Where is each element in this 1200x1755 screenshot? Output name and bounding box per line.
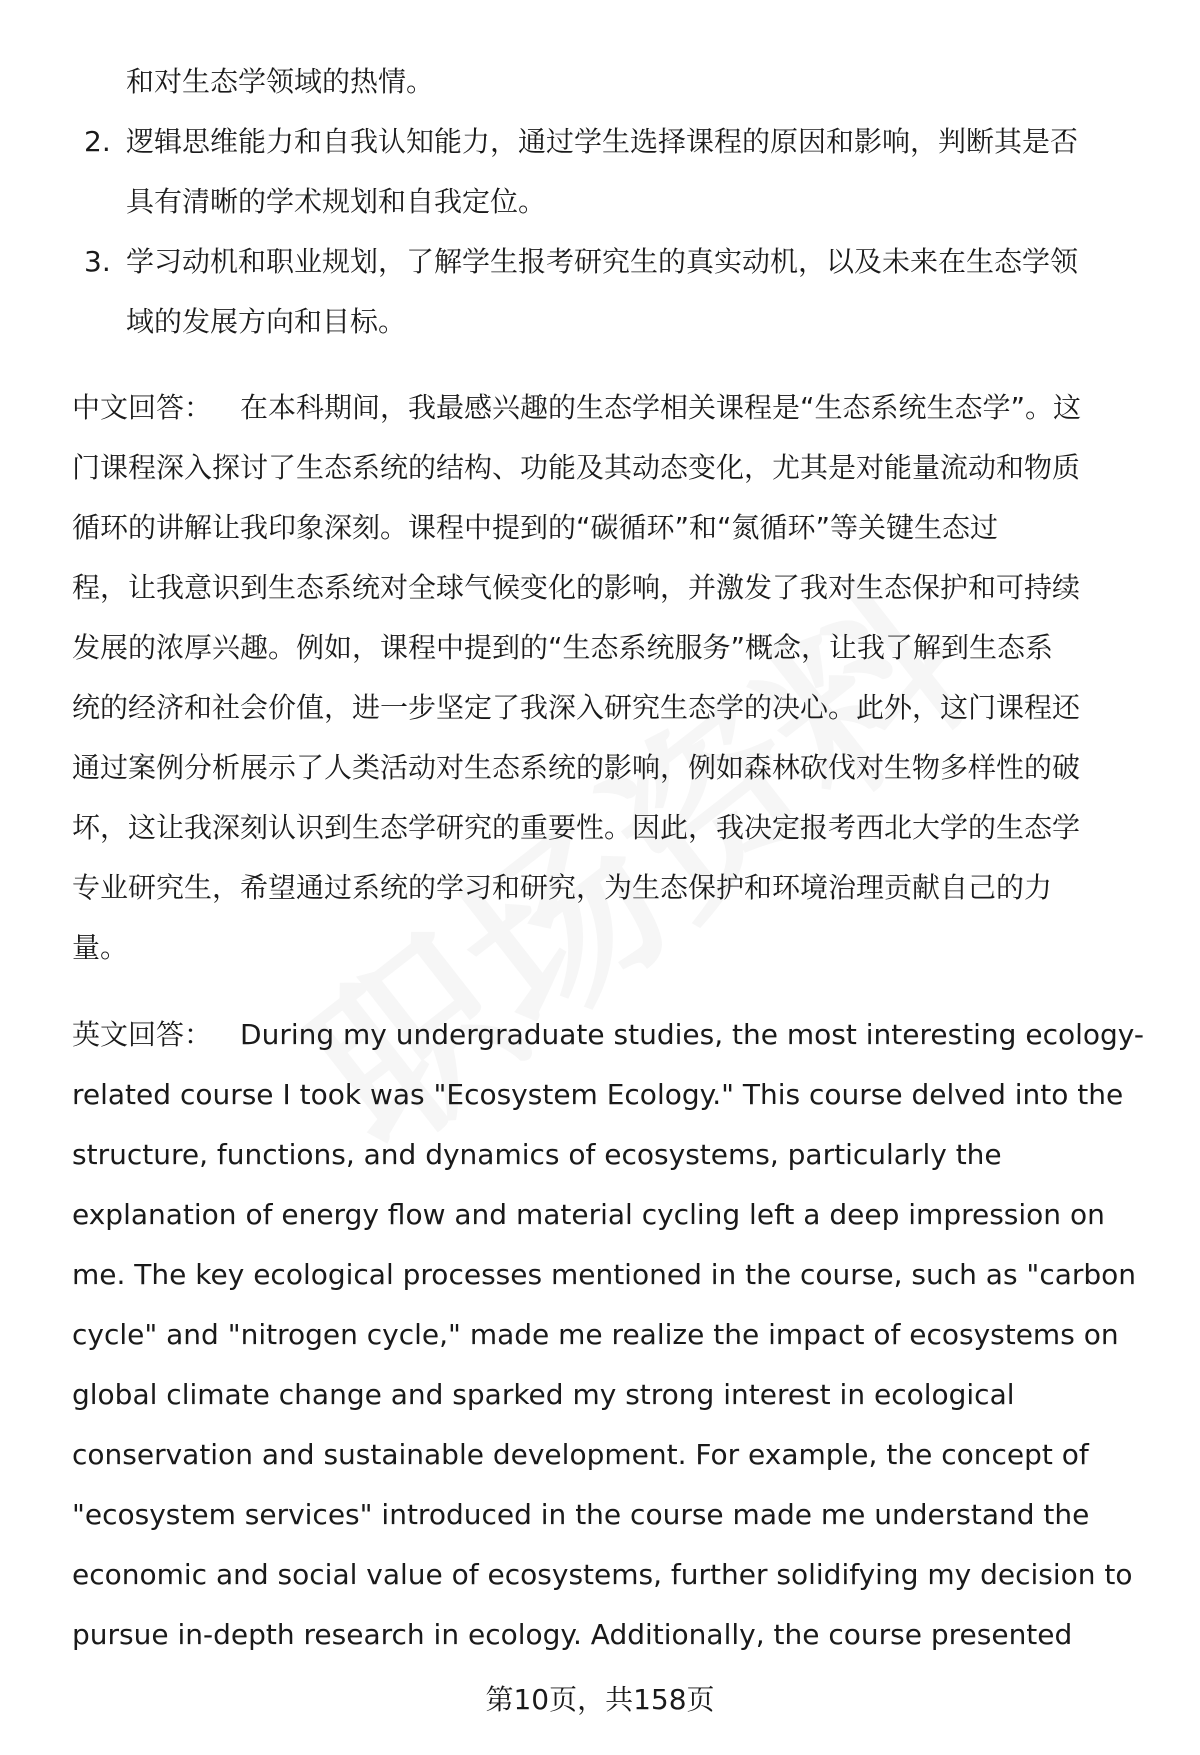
paragraph-line: During my undergraduate studies, the most interesting ecology- [240,1018,1144,1051]
paragraph-line: 程，让我意识到生态系统对全球气候变化的影响，并激发了我对生态保护和可持续 [72,571,1081,604]
paragraph-line: "ecosystem services" introduced in the course made me understand the [72,1498,1090,1531]
list-item-text: 域的发展方向和目标。 [126,305,407,338]
paragraph-line: me. The key ecological processes mentioned in the course, such as "carbon [72,1258,1137,1291]
list-item-text: 学习动机和职业规划，了解学生报考研究生的真实动机，以及未来在生态学领 [126,245,1079,278]
paragraph-line: related course I took was "Ecosystem Ecology." This course delved into the [72,1078,1124,1111]
paragraph-line: 门课程深入探讨了生态系统的结构、功能及其动态变化，尤其是对能量流动和物质 [72,451,1081,484]
paragraph-line: conservation and sustainable development. For example, the concept of [72,1438,1089,1471]
list-item-3 [0,232,1200,352]
paragraph-line: explanation of energy flow and material cycling left a deep impression on [72,1198,1105,1231]
english-answer-paragraph [72,1005,1152,1665]
list-continuation: 和对生态学领域的热情。 [126,65,435,98]
paragraph-line: cycle" and "nitrogen cycle," made me realize the impact of ecosystems on [72,1318,1119,1351]
paragraph-line: 统的经济和社会价值，进一步坚定了我深入研究生态学的决心。此外，这门课程还 [72,691,1081,724]
list-item-2 [0,112,1200,232]
paragraph-line: structure, functions, and dynamics of ecosystems, particularly the [72,1138,1002,1171]
chinese-answer-label: 中文回答： [72,391,213,424]
list-number: 3. [84,245,111,278]
paragraph-line: 专业研究生，希望通过系统的学习和研究，为生态保护和环境治理贡献自己的力 [72,871,1053,904]
paragraph-line: economic and social value of ecosystems, further solidifying my decision to [72,1558,1133,1591]
paragraph-line: 通过案例分析展示了人类活动对生态系统的影响，例如森林砍伐对生物多样性的破 [72,751,1081,784]
paragraph-line: 循环的讲解让我印象深刻。课程中提到的“碳循环”和“氮循环”等关键生态过 [72,511,999,544]
page-number: 第10页，共158页 [485,1683,715,1716]
paragraph-line: 坏，这让我深刻认识到生态学研究的重要性。因此，我决定报考西北大学的生态学 [72,811,1081,844]
paragraph-line: 发展的浓厚兴趣。例如，课程中提到的“生态系统服务”概念，让我了解到生态系 [72,631,1054,664]
list-number: 2. [84,125,111,158]
english-answer-label: 英文回答： [72,1018,213,1051]
paragraph-line: 量。 [72,931,129,964]
list-item-text: 逻辑思维能力和自我认知能力，通过学生选择课程的原因和影响，判断其是否 [126,125,1079,158]
paragraph-line: 在本科期间，我最感兴趣的生态学相关课程是“生态系统生态学”。这 [240,391,1082,424]
paragraph-line: pursue in-depth research in ecology. Additionally, the course presented [72,1618,1073,1651]
criteria-list [0,52,1200,352]
paragraph-line: global climate change and sparked my strong interest in ecological [72,1378,1015,1411]
list-item-text: 具有清晰的学术规划和自我定位。 [126,185,547,218]
chinese-answer-paragraph [72,378,1152,978]
